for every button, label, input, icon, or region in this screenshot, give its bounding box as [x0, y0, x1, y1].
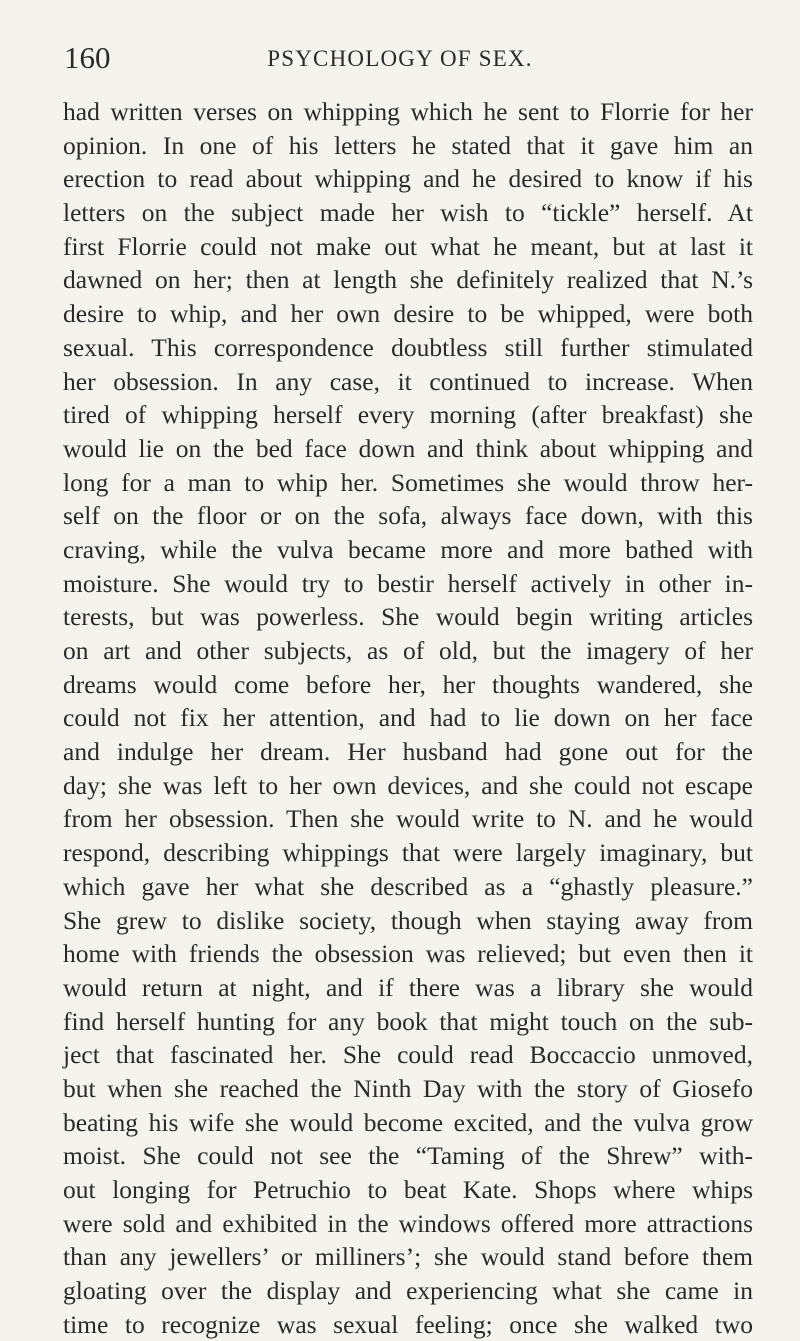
text-line: tired of whipping herself every morning (after breakfast) she	[63, 400, 753, 430]
text-line: than any jewellers’ or milliners’; she would stand before them	[63, 1242, 753, 1272]
text-line: would return at night, and if there was a library she would	[63, 972, 753, 1002]
text-line: beating his wife she would become excited, and the vulva grow	[63, 1107, 753, 1137]
text-line: out longing for Petruchio to beat Kate. Shops where whips	[63, 1175, 753, 1204]
page-number: 160	[64, 40, 111, 75]
text-line: dreams would come before her, her thoughts wandered, she	[63, 669, 753, 699]
text-line: letters on the subject made her wish to “tickle” herself. At	[63, 198, 753, 228]
text-line: respond, describing whippings that were largely imaginary, but	[63, 838, 753, 868]
text-line: sexual. This correspondence doubtless still further stimulated	[63, 332, 753, 362]
text-line: would lie on the bed face down and think about whipping and	[63, 433, 753, 463]
text-line: from her obsession. Then she would write to N. and he would	[63, 804, 753, 834]
text-line: self on the floor or on the sofa, always face down, with this	[63, 501, 753, 531]
text-line: which gave her what she described as a “ghastly pleasure.”	[63, 871, 753, 901]
text-line: dawned on her; then at length she definitely realized that N.’s	[63, 265, 753, 295]
text-line: opinion. In one of his letters he stated that it gave him an	[63, 130, 753, 160]
text-line: long for a man to whip her. Sometimes she would throw her-	[63, 467, 753, 497]
text-line: and indulge her dream. Her husband had gone out for the	[63, 737, 753, 767]
body-text	[63, 95, 753, 1341]
text-line: her obsession. In any case, it continued to increase. When	[63, 366, 753, 396]
text-line: gloating over the display and experiencing what she came in	[63, 1276, 753, 1306]
text-line: ject that fascinated her. She could read Boccaccio unmoved,	[63, 1040, 753, 1070]
text-line: time to recognize was sexual feeling; once she walked two	[63, 1309, 753, 1339]
running-title: PSYCHOLOGY OF SEX.	[267, 46, 533, 71]
text-line: home with friends the obsession was relieved; but even then it	[63, 939, 753, 969]
text-line: day; she was left to her own devices, and she could not escape	[63, 770, 753, 800]
text-line: on art and other subjects, as of old, but the imagery of her	[63, 636, 753, 665]
text-line: could not fix her attention, and had to lie down on her face	[63, 703, 753, 733]
text-line: craving, while the vulva became more and more bathed with	[63, 534, 753, 564]
text-line: find herself hunting for any book that might touch on the sub-	[63, 1006, 753, 1036]
text-line: first Florrie could not make out what he meant, but at last it	[63, 231, 753, 261]
text-line: She grew to dislike society, though when staying away from	[63, 905, 753, 935]
text-line: erection to read about whipping and he desired to know if his	[63, 164, 753, 194]
text-line: were sold and exhibited in the windows offered more attractions	[63, 1208, 753, 1238]
text-line: moisture. She would try to bestir herself actively in other in-	[63, 568, 753, 598]
text-line: moist. She could not see the “Taming of the Shrew” with-	[63, 1141, 753, 1171]
text-line: had written verses on whipping which he sent to Florrie for her	[63, 97, 753, 126]
text-line: but when she reached the Ninth Day with the story of Giosefo	[63, 1073, 753, 1103]
text-line: terests, but was powerless. She would begin writing articles	[63, 602, 753, 632]
text-line: desire to whip, and her own desire to be whipped, were both	[63, 299, 753, 329]
